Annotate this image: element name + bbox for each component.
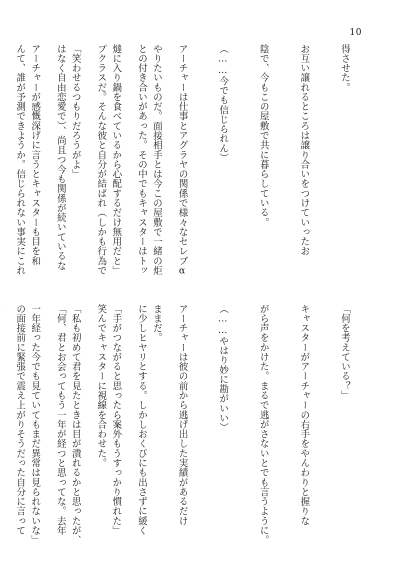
text-line: 一年経った今でも見ていてもまだ異常は見られないな」 (29, 304, 41, 545)
text-line: 「私も初めて君を見たときは目が潰れるかと思ったが、 (69, 304, 81, 545)
text-line: （……やはり妙に勘がいい） (217, 304, 229, 433)
text-line: 「笑わせるつもりだろうがよ」 (69, 44, 81, 179)
text-line: アーチャーが感慨深げに言うとキャスターも目を和 (29, 44, 41, 266)
page-number: 10 (349, 28, 362, 38)
text-line: アーチャーは仕事とアグラヤの関係で様々なセレブα (176, 44, 188, 277)
text-line: 得させた。 (338, 44, 350, 93)
text-line: 燵に入り鍋を食べているから心配するだけ無用だと」 (110, 44, 122, 276)
text-line (0, 304, 1, 539)
text-line: 「何を考えている？」 (338, 304, 350, 401)
text-line: 陰で、今もこの屋敷で共に暮らしている。 (257, 44, 269, 228)
text-line: ままだ。 (150, 304, 162, 343)
text-line: に少しヒヤリとする。しかしおくびにも出さずに緩く (135, 304, 147, 536)
text-line: との付き合いがあった。その中でもキャスターはトッ (135, 44, 147, 276)
text-line: （……今でも信じられん） (217, 44, 229, 163)
text-line: お互い譲れるところは譲り合いをつけていったお (298, 44, 310, 257)
text-line: キャスターがアーチャーの右手をやんわりと握りな (298, 304, 310, 526)
text-block-left-bottom (22, 304, 190, 545)
text-line: 「何、君とお会ってもう一年が経つと思ってな。去年 (54, 304, 66, 536)
text-line: はなく自由恋愛で）、尚且つ今も関係が続いているな (54, 44, 66, 271)
text-line: 「手がつながると思ったら案外もうすっかり慣れた」 (110, 304, 122, 536)
text-line (0, 44, 1, 294)
text-line: がら声をかけた。まるで逃がさないとでも言うように。 (257, 304, 269, 545)
text-line: んて、誰が予測できようか。信じられない事実にこれ (14, 44, 26, 276)
text-line: の面接前に緊張で震え上がりそうだった自分に言って (14, 304, 26, 536)
text-block-left-top (22, 44, 190, 294)
text-line: やりたいものだ。面接相手とは今この屋敷で一緒の炬 (150, 44, 162, 276)
text-line: プクラスだ。そんな彼と自分が結ばれ（しかも行為で (95, 44, 107, 276)
text-line: アーチャーは彼の前から逃げ出した実績があるだけ (176, 304, 188, 526)
text-line: 笑んでキャスターに視線を合わせた。 (95, 304, 107, 468)
